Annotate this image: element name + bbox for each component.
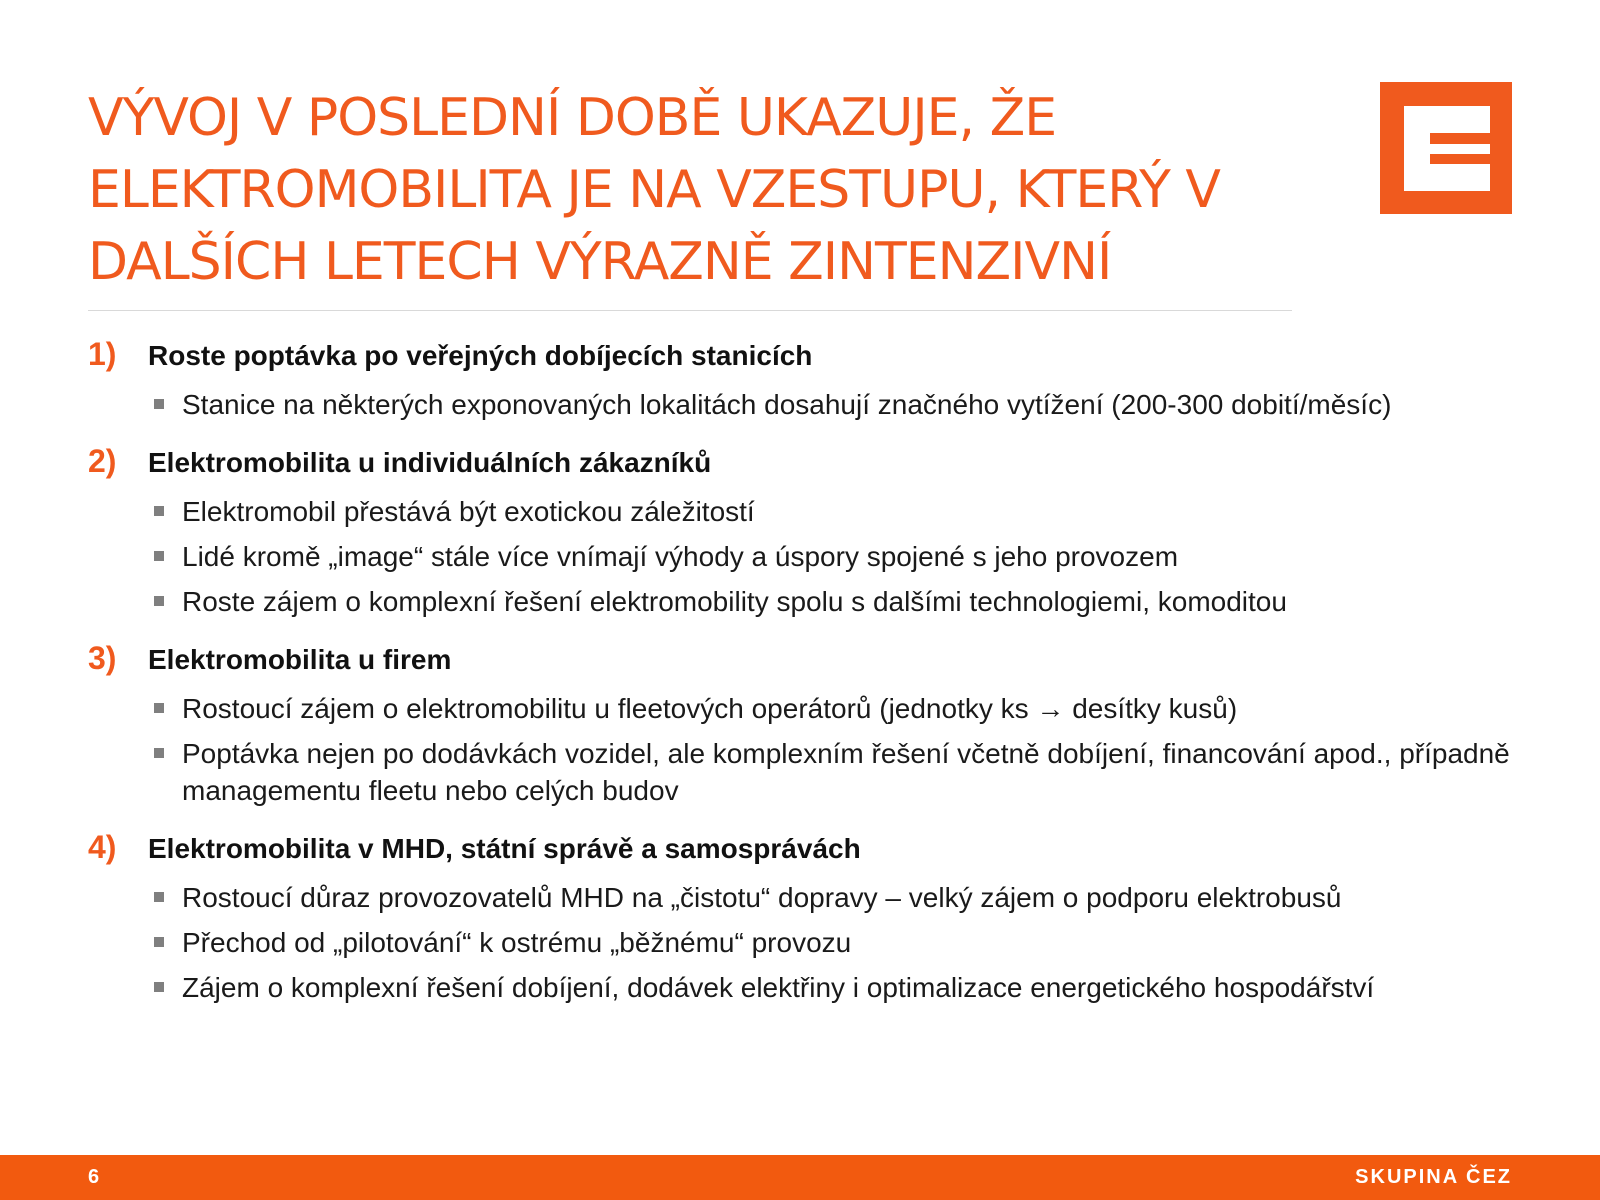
- title-divider: [88, 310, 1292, 311]
- bullet-list: [88, 386, 1518, 423]
- section-number: 4): [88, 829, 117, 865]
- section-heading: Elektromobilita u individuálních zákazníků: [148, 447, 712, 478]
- bullet-text: Elektromobil přestává být exotickou záležitostí: [182, 496, 755, 527]
- bullet-item: [154, 690, 1518, 727]
- bullet-text: Zájem o komplexní řešení dobíjení, dodávek elektřiny i optimalizace energetického hospodářství: [182, 972, 1375, 1003]
- square-bullet-icon: [154, 399, 164, 409]
- section-header: [88, 829, 1518, 871]
- section-heading: Elektromobilita u firem: [148, 644, 452, 675]
- bullet-item: [154, 735, 1518, 809]
- title-line: ELEKTROMOBILITA JE NA VZESTUPU, KTERÝ V: [88, 160, 1220, 220]
- bullet-item: [154, 386, 1518, 423]
- section-heading: Elektromobilita v MHD, státní správě a samosprávách: [148, 833, 861, 864]
- square-bullet-icon: [154, 748, 164, 758]
- page-number: 6: [88, 1166, 100, 1188]
- section-header: [88, 443, 1518, 485]
- bullet-item: [154, 969, 1518, 1006]
- content-list: [88, 336, 1518, 1026]
- bullet-text: Poptávka nejen po dodávkách vozidel, ale komplexním řešení včetně dobíjení, financování apod., případně managementu fleetu nebo celých budov: [182, 738, 1510, 806]
- section-4: [88, 829, 1518, 1006]
- square-bullet-icon: [154, 937, 164, 947]
- slide-title: [88, 82, 1318, 298]
- title-line: DALŠÍCH LETECH VÝRAZNĚ ZINTENZIVNÍ: [88, 232, 1112, 292]
- section-number: 1): [88, 336, 117, 372]
- square-bullet-icon: [154, 982, 164, 992]
- square-bullet-icon: [154, 551, 164, 561]
- bullet-text: Stanice na některých exponovaných lokalitách dosahují značného vytížení (200-300 dobití/měsíc): [182, 389, 1392, 420]
- footer-bar: [0, 1155, 1600, 1200]
- title-line: VÝVOJ V POSLEDNÍ DOBĚ UKAZUJE, ŽE: [88, 88, 1057, 148]
- section-header: [88, 336, 1518, 378]
- bullet-item: [154, 879, 1518, 916]
- bullet-list: [88, 879, 1518, 1006]
- square-bullet-icon: [154, 892, 164, 902]
- section-3: [88, 640, 1518, 809]
- bullet-text: Rostoucí důraz provozovatelů MHD na „čistotu“ dopravy – velký zájem o podporu elektrobusů: [182, 882, 1342, 913]
- section-number: 2): [88, 443, 117, 479]
- bullet-text: Roste zájem o komplexní řešení elektromobility spolu s dalšími technologiemi, komoditou: [182, 586, 1287, 617]
- bullet-item: [154, 493, 1518, 530]
- bullet-item: [154, 924, 1518, 961]
- bullet-text: Lidé kromě „image“ stále více vnímají výhody a úspory spojené s jeho provozem: [182, 541, 1179, 572]
- cez-logo-icon: [1380, 82, 1512, 214]
- section-2: [88, 443, 1518, 620]
- bullet-item: [154, 538, 1518, 575]
- bullet-item: [154, 583, 1518, 620]
- section-header: [88, 640, 1518, 682]
- bullet-list: [88, 493, 1518, 620]
- section-heading: Roste poptávka po veřejných dobíjecích stanicích: [148, 340, 813, 371]
- bullet-list: [88, 690, 1518, 809]
- square-bullet-icon: [154, 703, 164, 713]
- section-number: 3): [88, 640, 117, 676]
- square-bullet-icon: [154, 596, 164, 606]
- bullet-text: Přechod od „pilotování“ k ostrému „běžnému“ provozu: [182, 927, 852, 958]
- bullet-text: Rostoucí zájem o elektromobilitu u fleetových operátorů (jednotky ks → desítky kusů): [182, 693, 1238, 724]
- logo-e-shape: [1404, 106, 1490, 191]
- section-1: [88, 336, 1518, 423]
- brand-name: SKUPINA ČEZ: [1355, 1166, 1512, 1188]
- square-bullet-icon: [154, 506, 164, 516]
